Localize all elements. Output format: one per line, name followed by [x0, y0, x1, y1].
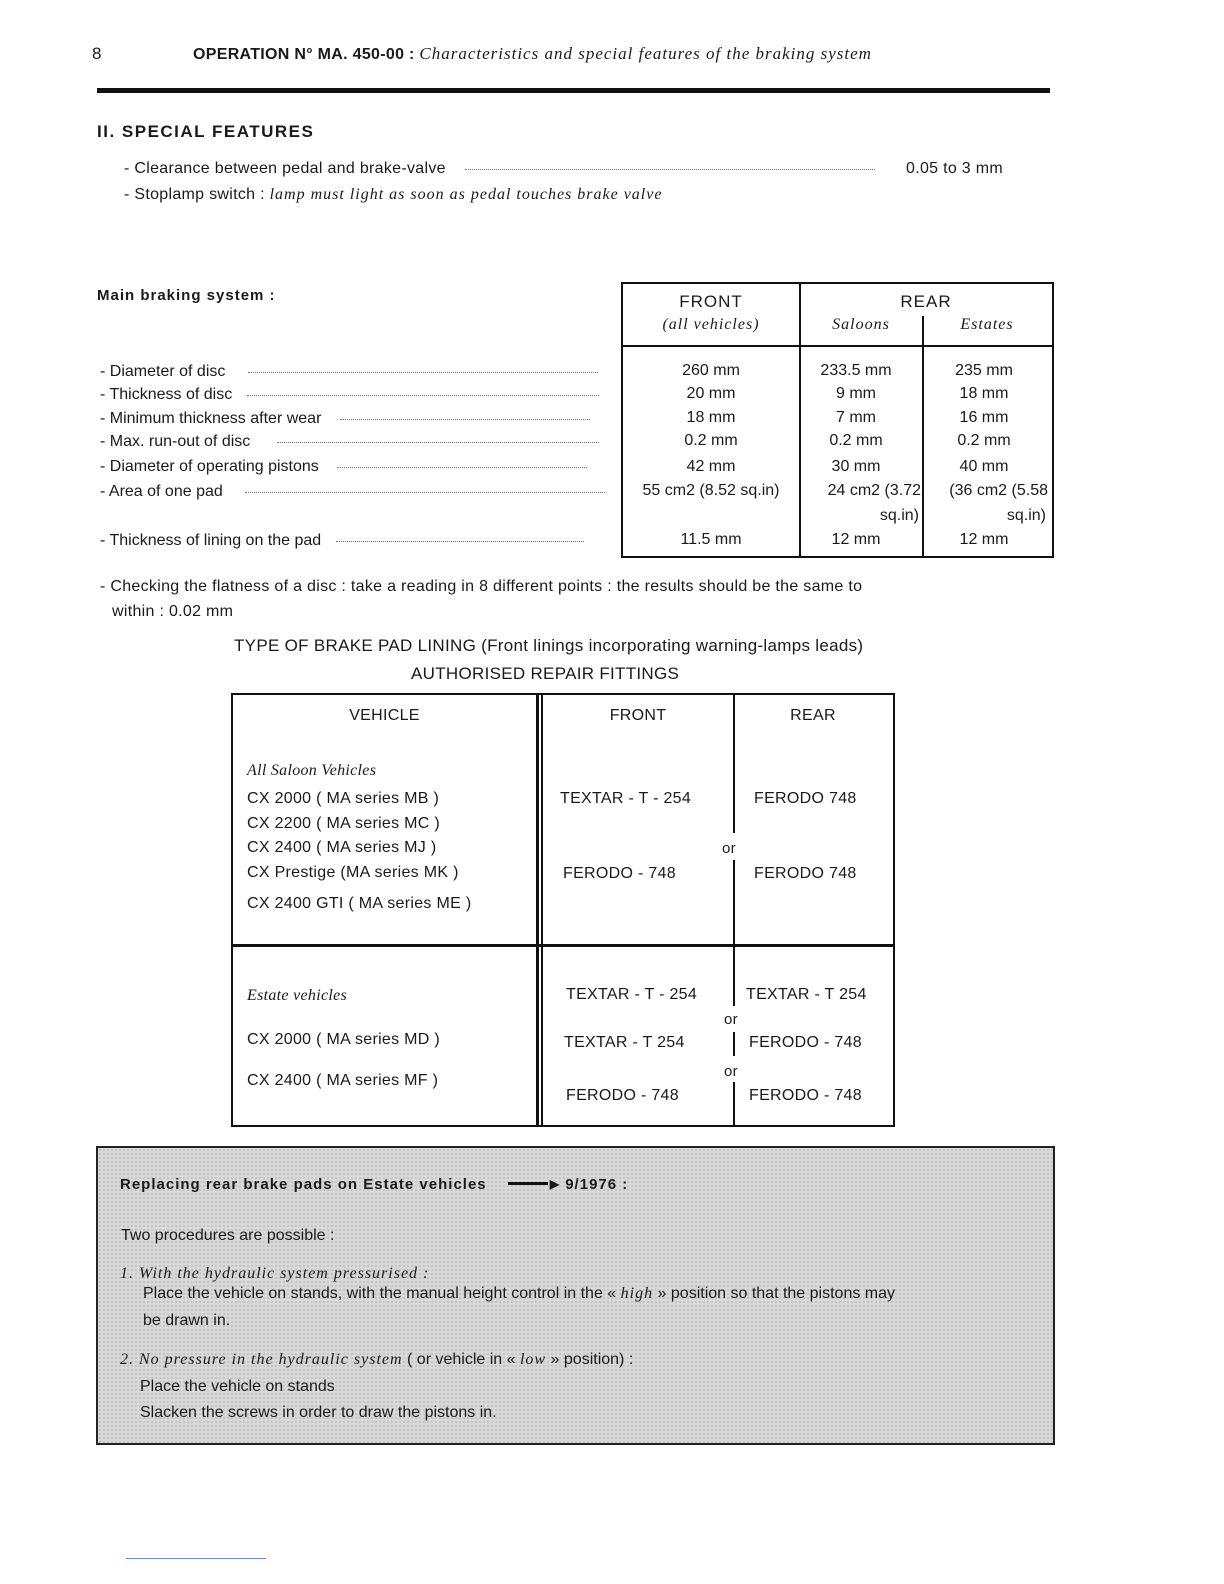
pad-lining-title: TYPE OF BRAKE PAD LINING (Front linings incorporating warning-lamps leads): [234, 636, 864, 655]
saloon-front-fitting: TEXTAR - T - 254: [560, 790, 692, 807]
procedure-2-heading-text: 2. No pressure in the hydraulic system: [120, 1351, 403, 1368]
estates-value: 12 mm: [959, 531, 1009, 548]
leader-dots: [245, 492, 605, 493]
saloons-value: 30 mm: [831, 458, 881, 475]
saloon-front-fitting: FERODO - 748: [563, 865, 676, 882]
note-title-text: Replacing rear brake pads on Estate vehicles: [120, 1176, 487, 1193]
flatness-line: - Checking the flatness of a disc : take a reading in 8 different points : the results should be the same to: [100, 578, 863, 595]
estates-value: (36 cm2 (5.58: [949, 482, 1048, 499]
spec-label: - Diameter of disc: [100, 363, 226, 380]
page-header: [193, 44, 872, 64]
saloons-value: 9 mm: [836, 385, 876, 402]
spec-row: [100, 483, 605, 501]
procedure-2-heading-text: ( or vehicle in «: [407, 1351, 516, 1368]
saloon-model: CX Prestige (MA series MK ): [247, 864, 459, 881]
leader-dots: [340, 419, 590, 420]
spec-label: - Max. run-out of disc: [100, 433, 251, 450]
leader-dots: [336, 541, 584, 542]
clearance-label: - Clearance between pedal and brake-valve: [124, 160, 446, 177]
flatness-line: within : 0.02 mm: [112, 603, 234, 620]
front-value: 55 cm2 (8.52 sq.in): [642, 482, 780, 499]
estate-heading: Estate vehicles: [247, 987, 348, 1004]
procedure-1-high: high: [620, 1285, 654, 1302]
saloon-rear-fitting: FERODO 748: [754, 865, 857, 882]
saloons-value: 0.2 mm: [829, 432, 883, 449]
front-value: 18 mm: [686, 409, 736, 426]
spec-label: - Area of one pad: [100, 483, 223, 500]
spec-row: [100, 433, 599, 451]
footer-rule: [126, 1558, 266, 1559]
table-divider: [733, 1032, 735, 1056]
estate-model: CX 2000 ( MA series MD ): [247, 1031, 441, 1048]
operation-number: OPERATION N° MA. 450-00 :: [193, 46, 415, 63]
col-rear-saloons: Saloons: [832, 316, 890, 333]
col-rear: REAR: [900, 292, 952, 311]
or-label: or: [722, 840, 736, 857]
header-subtitle: Characteristics and special features of the braking system: [419, 44, 872, 63]
spec-label: - Thickness of lining on the pad: [100, 532, 322, 549]
col-front-sub: (all vehicles): [662, 316, 760, 333]
clearance-value: 0.05 to 3 mm: [906, 160, 1003, 177]
front-value: 42 mm: [686, 458, 736, 475]
procedure-1-line: be drawn in.: [143, 1312, 231, 1329]
estate-rear-fitting: TEXTAR - T 254: [746, 986, 867, 1003]
stoplamp-label: - Stoplamp switch :: [124, 186, 265, 203]
estates-value: 0.2 mm: [957, 432, 1011, 449]
col-front: FRONT: [609, 707, 667, 724]
note-intro: Two procedures are possible :: [121, 1227, 335, 1244]
col-rear: REAR: [790, 707, 836, 724]
stoplamp-row: [124, 186, 662, 204]
table-divider: [536, 693, 539, 1125]
spec-row: [100, 458, 587, 476]
clearance-row: [124, 160, 875, 178]
procedure-2-heading-text: » position) :: [550, 1351, 634, 1368]
arrow-head-icon: ▶: [549, 1177, 561, 1191]
or-label: or: [724, 1063, 738, 1080]
estates-value: 235 mm: [955, 362, 1013, 379]
saloon-model: CX 2200 ( MA series MC ): [247, 815, 441, 832]
saloons-value: 7 mm: [836, 409, 876, 426]
spec-row: [100, 363, 598, 381]
section-title: II. SPECIAL FEATURES: [97, 122, 315, 141]
procedure-2-line: Slacken the screws in order to draw the pistons in.: [140, 1404, 497, 1421]
procedure-2-line: Place the vehicle on stands: [140, 1378, 335, 1395]
estates-value: 40 mm: [959, 458, 1009, 475]
front-value: 20 mm: [686, 385, 736, 402]
procedure-2-heading: [120, 1351, 633, 1369]
spec-label: - Diameter of operating pistons: [100, 458, 319, 475]
saloon-model: CX 2000 ( MA series MB ): [247, 790, 440, 807]
table-divider: [541, 693, 543, 1125]
estates-value-cont: sq.in): [1006, 507, 1046, 524]
saloon-heading: All Saloon Vehicles: [247, 762, 377, 779]
col-rear-estates: Estates: [960, 316, 1014, 333]
leader-dots: [247, 395, 599, 396]
saloons-value-cont: sq.in): [879, 507, 919, 524]
leader-dots: [337, 467, 587, 468]
estate-front-fitting: FERODO - 748: [566, 1087, 679, 1104]
estate-rear-fitting: FERODO - 748: [749, 1087, 862, 1104]
or-label: or: [724, 1011, 738, 1028]
procedure-1-text: » position so that the pistons may: [657, 1285, 896, 1302]
leader-dots: [248, 372, 598, 373]
note-date: 9/1976 :: [565, 1176, 629, 1193]
estates-value: 16 mm: [959, 409, 1009, 426]
estates-value: 18 mm: [959, 385, 1009, 402]
col-front: FRONT: [679, 292, 743, 311]
procedure-2-low: low: [519, 1351, 547, 1368]
spec-row: [100, 410, 590, 428]
procedure-1-heading: 1. With the hydraulic system pressurised :: [120, 1265, 430, 1282]
main-braking-title: Main braking system :: [97, 287, 276, 304]
front-value: 11.5 mm: [680, 531, 742, 548]
procedure-1-text: Place the vehicle on stands, with the manual height control in the «: [143, 1285, 617, 1302]
table-divider: [621, 345, 1052, 347]
arrow-icon: [508, 1182, 548, 1185]
spec-row: [100, 386, 599, 404]
procedure-1-line: [143, 1285, 895, 1303]
pad-lining-subtitle: AUTHORISED REPAIR FITTINGS: [411, 664, 680, 683]
saloons-value: 12 mm: [831, 531, 881, 548]
saloons-value: 233.5 mm: [820, 362, 892, 379]
spec-label: - Minimum thickness after wear: [100, 410, 322, 427]
estate-model: CX 2400 ( MA series MF ): [247, 1072, 439, 1089]
spec-label: - Thickness of disc: [100, 386, 233, 403]
table-divider: [231, 944, 893, 947]
saloon-rear-fitting: FERODO 748: [754, 790, 857, 807]
front-value: 260 mm: [682, 362, 740, 379]
note-title: [120, 1176, 628, 1193]
table-divider: [733, 1082, 735, 1125]
estate-front-fitting: TEXTAR - T 254: [564, 1034, 685, 1051]
table-divider: [733, 860, 735, 946]
saloon-model: CX 2400 GTI ( MA series ME ): [247, 895, 472, 912]
estate-rear-fitting: FERODO - 748: [749, 1034, 862, 1051]
leader-dots: [465, 169, 875, 170]
header-rule: [97, 88, 1050, 93]
estate-front-fitting: TEXTAR - T - 254: [566, 986, 698, 1003]
saloon-model: CX 2400 ( MA series MJ ): [247, 839, 437, 856]
front-value: 0.2 mm: [684, 432, 738, 449]
stoplamp-note: lamp must light as soon as pedal touches brake valve: [269, 186, 663, 203]
page-number: 8: [92, 44, 102, 63]
saloons-value: 24 cm2 (3.72: [827, 482, 921, 499]
table-divider: [733, 946, 735, 1006]
spec-row: [100, 532, 584, 550]
leader-dots: [277, 442, 599, 443]
col-vehicle: VEHICLE: [349, 707, 420, 724]
